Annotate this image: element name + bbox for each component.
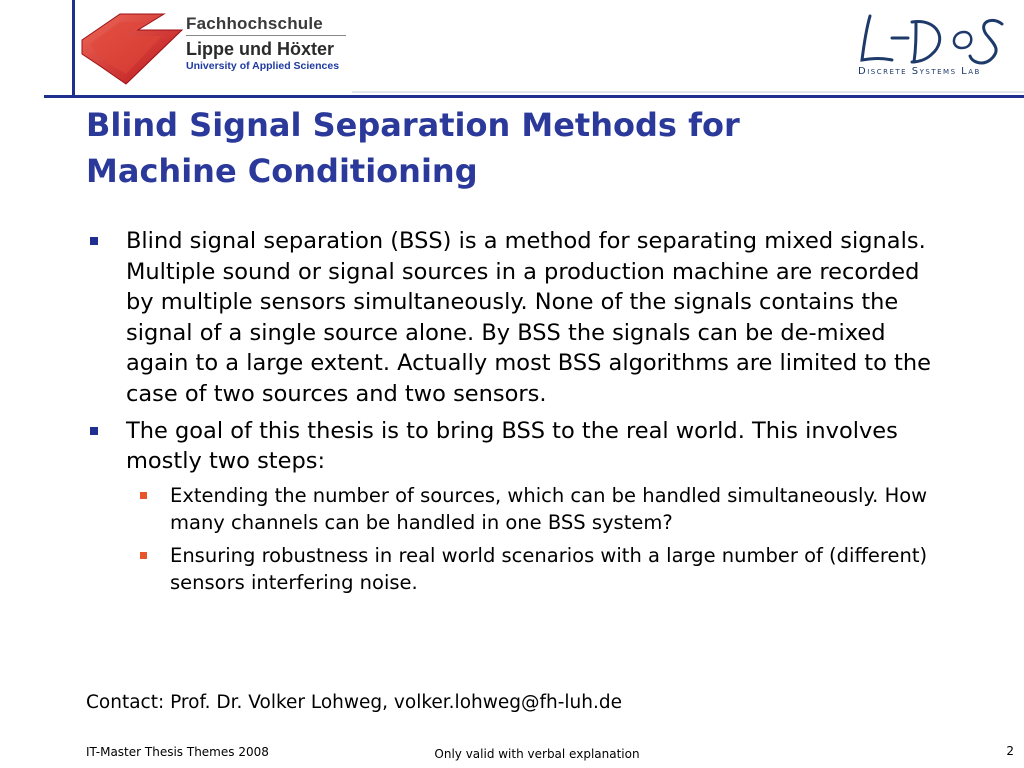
header-light-rule xyxy=(352,91,1024,93)
bullet-text: The goal of this thesis is to bring BSS to the real world. This involves mostly two steps: xyxy=(126,417,898,475)
fh-logo-text xyxy=(186,14,346,72)
fh-logo-line3: University of Applied Sciences xyxy=(186,60,340,72)
page-number: 2 xyxy=(1006,744,1014,758)
bullet-text: Blind signal separation (BSS) is a method for separating mixed signals. Multiple sound or signal sources in a production machine are recorded by multiple sensors simultaneously. None of the signals contains the signal of a single source alone. By BSS the signals can be de-mixed again to a large extent. Actually most BSS algorithms are limited to the case of two sources and two sensors. xyxy=(126,228,931,407)
sub-bullet-text: Extending the number of sources, which can be handled simultaneously. How many channels can be handled in one BSS system? xyxy=(170,483,928,535)
header-vertical-rule xyxy=(72,0,75,96)
fh-logo-line1: Fachhochschule xyxy=(186,14,323,33)
sub-bullet-item xyxy=(86,542,946,597)
contact-line: Contact: Prof. Dr. Volker Lohweg, volker.lohweg@fh-luh.de xyxy=(86,692,623,713)
fh-logo-divider xyxy=(186,35,346,36)
square-bullet-icon xyxy=(90,237,98,245)
small-square-bullet-icon xyxy=(140,492,147,499)
header-horizontal-rule xyxy=(44,95,1024,98)
square-bullet-icon xyxy=(90,427,98,435)
bullet-item xyxy=(86,416,946,477)
slide-title xyxy=(86,102,986,194)
slide-content xyxy=(86,226,946,597)
footer-left-text: IT-Master Thesis Themes 2008 xyxy=(86,745,269,759)
sub-bullet-text: Ensuring robustness in real world scenarios with a large number of (different) sensors interfering noise. xyxy=(170,543,928,595)
lds-logo-subtitle: Discrete Systems Lab xyxy=(858,66,981,77)
fh-logo-line2: Lippe und Höxter xyxy=(186,39,334,59)
footer-center-text: Only valid with verbal explanation xyxy=(434,747,640,761)
bullet-item xyxy=(86,226,946,410)
small-square-bullet-icon xyxy=(140,552,147,559)
slide-title-line2: Machine Conditioning xyxy=(86,152,478,190)
slide-title-line1: Blind Signal Separation Methods for xyxy=(86,106,740,144)
sub-bullet-item xyxy=(86,482,946,537)
